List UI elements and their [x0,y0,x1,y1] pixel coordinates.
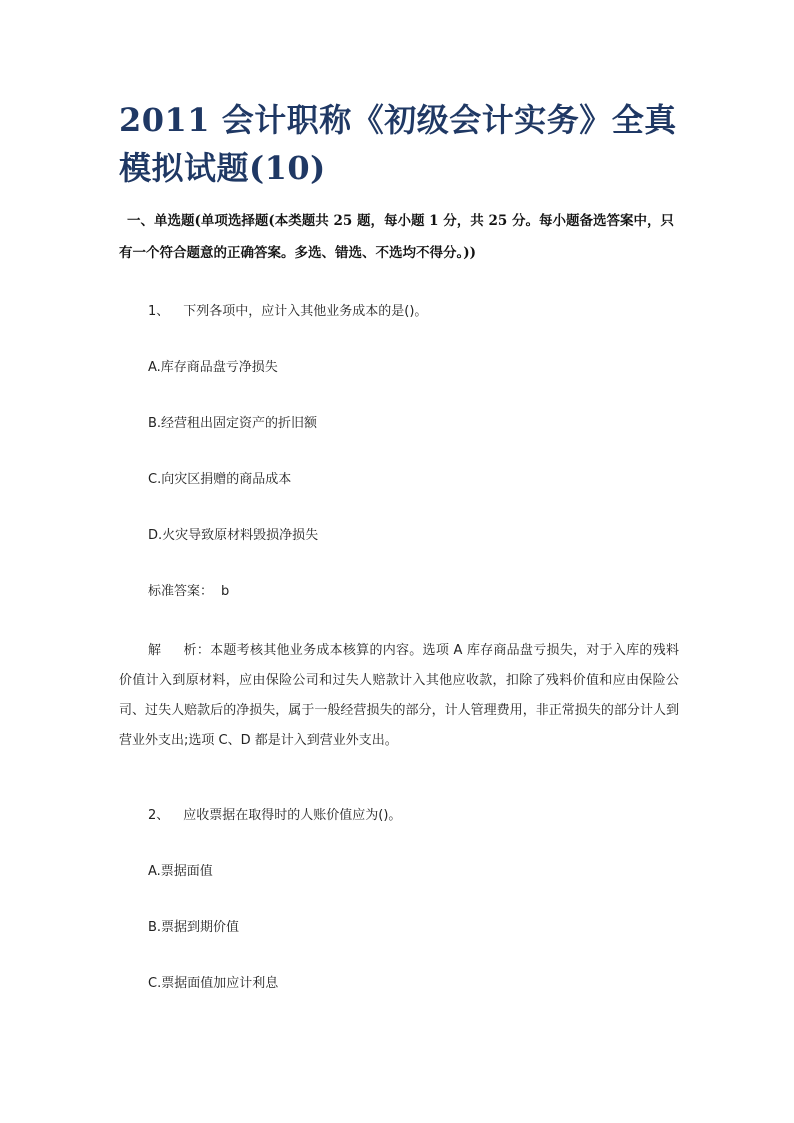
question-1-option-d: D.火灾导致原材料毁损净损失 [148,528,319,543]
question-1-option-a: A.库存商品盘亏净损失 [148,360,278,375]
question-1-number: 1、 [148,304,170,319]
answer-value: b [221,584,230,599]
question-2-text: 应收票据在取得时的人账价值应为()。 [183,808,402,823]
question-1-option-c: C.向灾区捐赠的商品成本 [148,472,292,487]
question-2-stem [148,807,401,825]
document-title: 2011 会计职称《初级会计实务》全真模拟试题(10) [119,101,677,187]
question-2-number: 2、 [148,808,170,823]
analysis-text: 本题考核其他业务成本核算的内容。选项 A 库存商品盘亏损失，对于入库的残料价值计入到原材料，应由保险公司和过失人赔款计入其他应收款，扣除了残料价值和应由保险公司、过失人赔款后的净损失，属于一般经营损失的部分，计人管理费用，非正常损失的部分计人到营业外支出;选项 C、D 都是计入到营业外支出。 [119,643,679,748]
question-2-option-c: C.票据面值加应计利息 [148,976,279,991]
analysis-label-2: 析： [183,643,211,658]
question-1-stem [148,303,427,321]
section-heading: 一、单选题(单项选择题(本类题共 25 题，每小题 1 分，共 25 分。每小题备选答案中，只有一个符合题意的正确答案。多选、错选、不选均不得分。)) [119,213,674,261]
question-2-option-a: A.票据面值 [148,864,213,879]
answer-label: 标准答案： [148,584,214,599]
analysis-label-1: 解 [148,643,162,658]
question-1-option-b: B.经营租出固定资产的折旧额 [148,416,318,431]
question-1-analysis [119,636,679,756]
question-1-text: 下列各项中，应计入其他业务成本的是()。 [183,304,428,319]
question-1-answer [148,583,229,601]
question-2-option-b: B.票据到期价值 [148,920,240,935]
